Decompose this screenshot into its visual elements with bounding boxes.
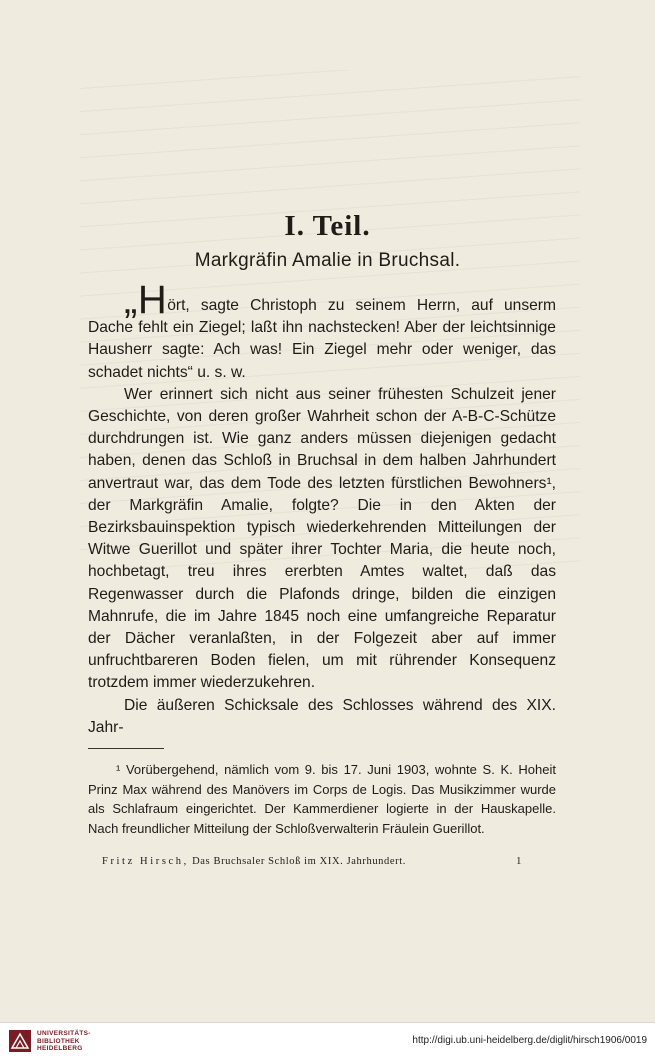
footnote-text: ¹ Vorübergehend, nämlich vom 9. bis 17. Juni 1903, wohnte S. K. Hoheit Prinz Max während des Manövers im Corps de Logis. Das Musikzimmer wurde als Schlafraum eingerichtet. Der Kammerdiener logierte in der Hauskapelle. Nach freundlicher Mitteilung der Schloßverwalterin Fräulein Guerillot. xyxy=(88,762,556,836)
footnote-rule xyxy=(88,748,164,749)
library-name-line-3: HEIDELBERG xyxy=(37,1045,83,1052)
paragraph-1 xyxy=(88,278,556,384)
chapter-subtitle: Markgräfin Amalie in Bruchsal. xyxy=(194,250,461,271)
author-name: Fritz Hirsch, xyxy=(102,856,189,867)
footnote xyxy=(88,760,556,838)
paragraph-1-text: ört, sagte Christoph zu seinem Herrn, auf unserm Dache fehlt ein Ziegel; laßt ihn nachstecken! Aber der leichtsinnige Hausherr sagte: Ach was! Ein Ziegel mehr oder weniger, das schadet nichts“ u. s. w. xyxy=(88,297,556,381)
body-text xyxy=(88,278,556,739)
permalink-url[interactable]: http://digi.ub.uni-heidelberg.de/diglit/hirsch1906/0019 xyxy=(412,1035,647,1046)
page-number: 1 xyxy=(516,856,522,867)
library-name-line-2: BIBLIOTHEK xyxy=(37,1037,80,1045)
paragraph-2: Wer erinnert sich nicht aus seiner frühesten Schulzeit jener Geschichte, von deren großer Wahrheit schon der A-B-C-Schütze durchdrungen ist. Wie ganz anders müssen diejenigen gedacht haben, denen das Schloß in Bruchsal in dem halben Jahrhundert anvertraut war, das dem Tode des letzten fürstlichen Bewohners¹, der Markgräfin Amalie, folgte? Die in den Akten der Bezirksbauinspektion typisch wiederkehrenden Mitteilungen der Witwe Guerillot und später ihrer Tochter Maria, die heute noch, hochbetagt, treu ihres ererbten Amtes waltet, daß das Regenwasser durch die Plafonds dringe, bilden die einzigen Mahnrufe, die im Jahre 1845 noch eine umfangreiche Reparatur der Dächer veranlaßten, in der Folgezeit aber auf immer unfruchtbareren Boden fielen, um mit rührender Konsequenz trotzdem immer wiederzukehren. xyxy=(88,385,556,692)
library-name-line-1: UNIVERSITÄTS- xyxy=(37,1030,91,1037)
part-title: I. Teil. xyxy=(284,210,371,242)
running-footer-text xyxy=(102,856,406,867)
library-name[interactable] xyxy=(37,1030,91,1053)
library-bar xyxy=(0,1022,655,1062)
university-library-logo-icon[interactable] xyxy=(8,1029,32,1053)
drop-cap: „H xyxy=(124,278,168,322)
running-footer xyxy=(102,856,522,867)
paragraph-3: Die äußeren Schicksale des Schlosses während des XIX. Jahr- xyxy=(88,696,556,736)
book-title: Das Bruchsaler Schloß im XIX. Jahrhundert. xyxy=(192,856,406,867)
